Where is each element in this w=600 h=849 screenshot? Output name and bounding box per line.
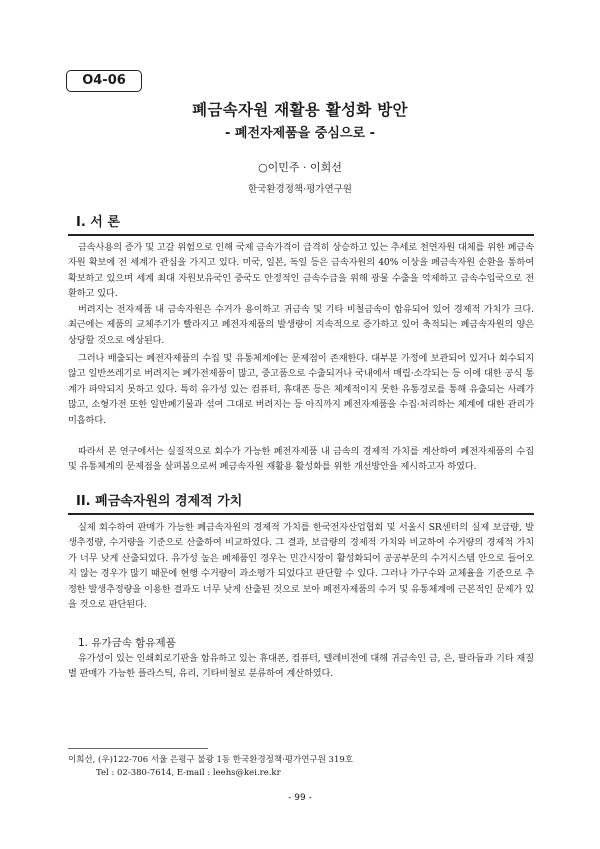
paper-subtitle: - 폐전자제품을 중심으로 -: [225, 126, 375, 141]
paper-authors: ○이민주 · 이희선: [258, 161, 342, 174]
section-heading-economic-value: II. 폐금속자원의 경제적 가치: [76, 494, 243, 509]
economic-value-paragraph: 실제 회수하여 판매가 가능한 폐금속자원의 경제적 가치를 한국전자산업협회 및 서울시 SR센터의 실제 보급량, 발생추정량, 수거량을 기준으로 산출하여 비교하였다. 그 결과, 보급량의 경제적 가치와 비교하여 수거량의 경제적 가치가 너무 낮게 산출되었다. 유가성 높은 폐제품인 경우는 민간시장이 활성화되어 공공부문의 수거시스템 안으로 들어오지 않는 경우가 많기 때문에 현행 수거량이 과소평가 되었다고 판단할 수 있다. 그러나 가구수와 교체율을 기준으로 추정한 발생추정량을 이용한 결과도 너무 낮게 산출된 것으로 보아 폐전자제품의 수거 및 유통체계에 근본적인 문제가 있을 것으로 판단된다.: [68, 522, 534, 611]
intro-paragraph-3: 그러나 배출되는 폐전자제품의 수집 및 유통체계에는 문제점이 존재한다. 대부분 가정에 보관되어 있거나 회수되지 않고 일반쓰레기로 버려지는 폐가전제품이 많고, 중고품으로 수출되거나 국내에서 매립·소각되는 등 이에 대한 공식 통계가 파악되지 못하고 있다. 특히 유가성 있는 컴퓨터, 휴대폰 등은 체계적이지 못한 유통경로를 통해 유출되는 사례가 많고, 소형가전 또한 일반폐기물과 섞여 그대로 버려지는 등 아직까지 폐전자제품을 수집·처리하는 체계에 대한 관리가 미흡하다.: [68, 353, 534, 426]
paper-title: 폐금속자원 재활용 활성화 방안: [192, 101, 408, 119]
footnote-divider: [68, 748, 208, 749]
footnote-address: 이희선, (우)122-706 서울 은평구 불광 1동 한국환경정책·평가연구원 319호: [68, 755, 353, 765]
page-number: - 99 -: [288, 793, 312, 803]
paper-code-badge: O4-06: [66, 70, 142, 92]
subsection-heading-valuable-metal-products: 1. 유가금속 함유제품: [78, 637, 176, 649]
paper-affiliation: 한국환경정책·평가연구원: [248, 184, 352, 195]
intro-paragraph-1: 금속사용의 증가 및 고갈 위험으로 인해 국제 금속가격이 급격히 상승하고 있는 추세로 천연자원 대체를 위한 폐금속자원 확보에 전 세계가 관심을 가지고 있다. 미국, 일본, 독일 등은 금속자원의 40% 이상을 폐금속자원 순환을 통하여 확보하고 있으며 세계 최대 자원보유국인 중국도 안정적인 금속수급을 위해 광물 수출을 억제하고 금속수입국으로 전환하고 있다.: [68, 242, 534, 300]
intro-paragraph-4: 따라서 본 연구에서는 실질적으로 회수가 가능한 폐전자제품 내 금속의 경제적 가치를 계산하여 폐전자제품의 수집 및 유통체계의 문제점을 살펴봄으로써 폐금속자원 재활용 활성화를 위한 개선방안을 제시하고자 하였다.: [68, 446, 534, 473]
subsection-paragraph: 유가성이 있는 인쇄회로기판을 함유하고 있는 휴대폰, 컴퓨터, 텔레비전에 대해 귀금속인 금, 은, 팔라듐과 기타 재질별 판매가 가능한 플라스틱, 유리, 기타비철로 분류하여 계산하였다.: [68, 653, 534, 680]
intro-paragraph-2: 버려지는 전자제품 내 금속자원은 수거가 용이하고 귀금속 및 기타 비철금속이 함유되어 있어 경제적 가치가 크다. 최근에는 제품의 교체주기가 빨라지고 폐전자제품의 발생량이 지속적으로 증가하고 있어 축적되는 폐금속자원의 양은 상당할 것으로 예상된다.: [68, 304, 534, 346]
section-divider: [68, 513, 534, 515]
footnote-contact: Tel : 02-380-7614, E-mail : leehs@kei.re.kr: [96, 768, 281, 778]
section-divider: [68, 234, 534, 236]
section-heading-introduction: I. 서 론: [76, 215, 120, 230]
